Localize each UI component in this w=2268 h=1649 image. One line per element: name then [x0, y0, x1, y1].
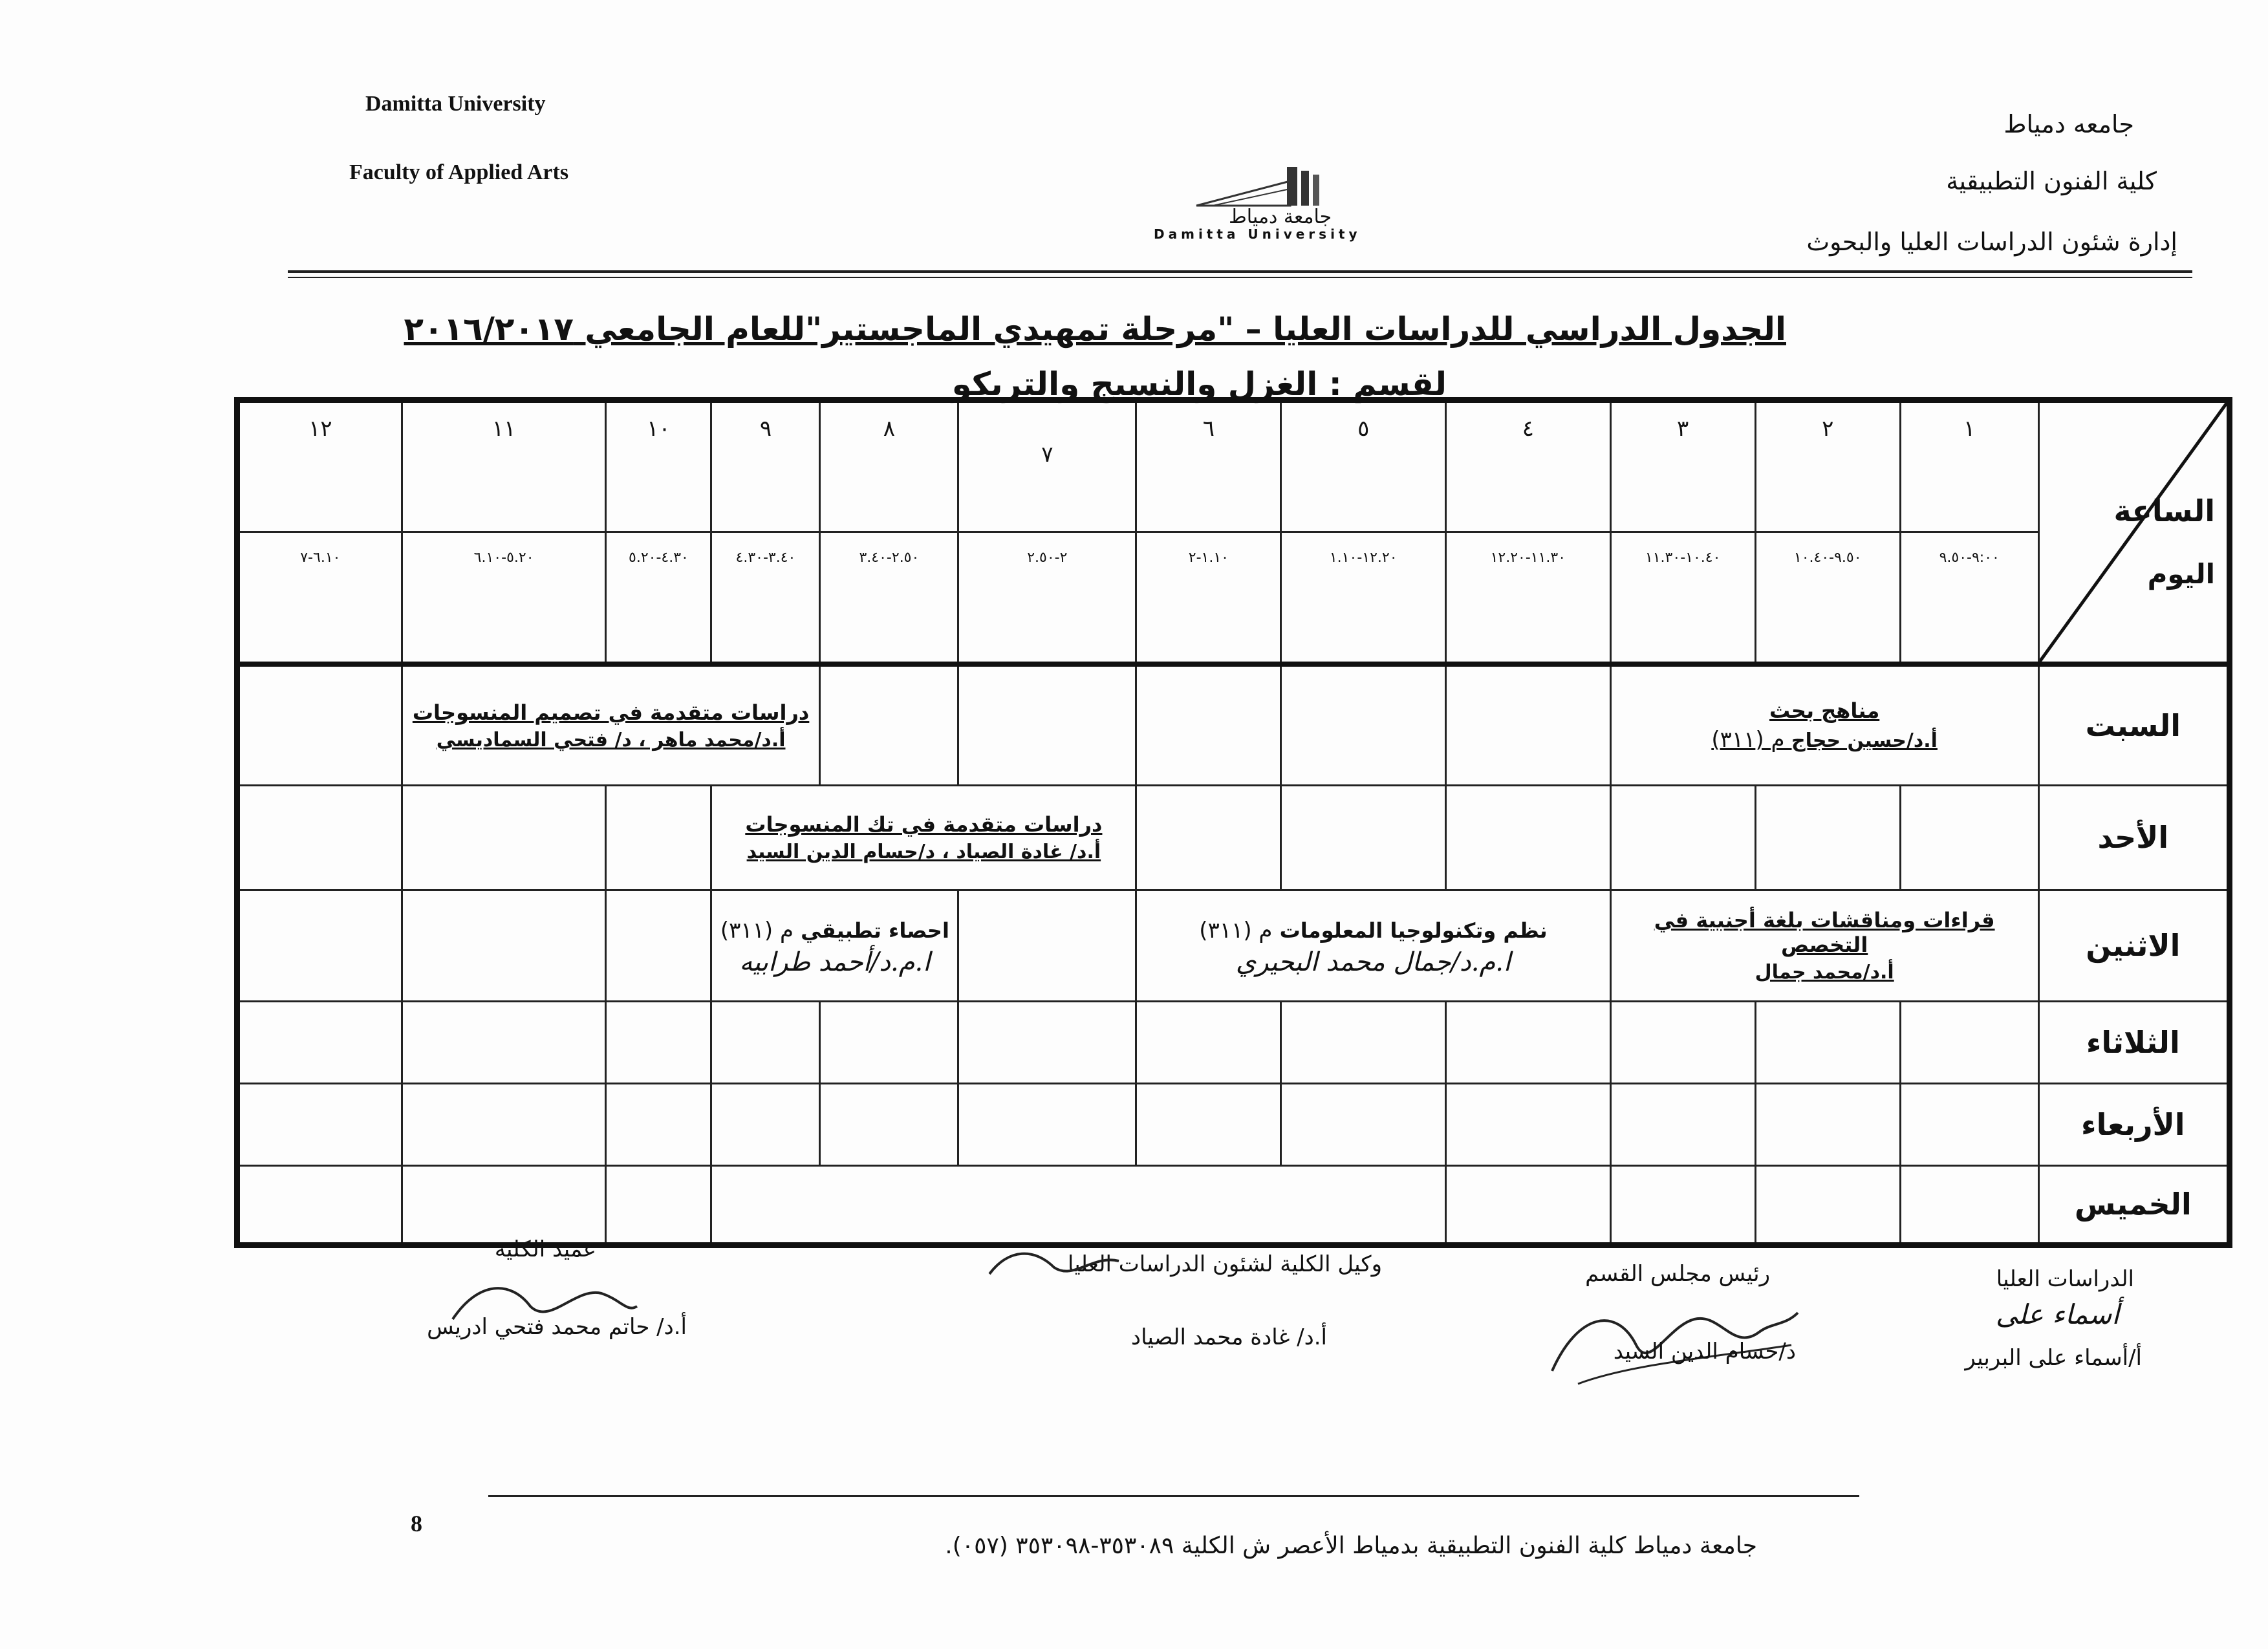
- period-time: ١٠.٤٠-١١.٣٠: [1610, 532, 1755, 664]
- empty-cell: [1900, 786, 2038, 890]
- empty-cell: [402, 786, 606, 890]
- course-cell: [711, 786, 1136, 890]
- day-row-saturday: [237, 664, 2230, 786]
- signature-graduate-studies: أسماء على: [1995, 1299, 2119, 1330]
- empty-cell: [711, 1083, 820, 1165]
- empty-cell: [402, 1165, 606, 1245]
- period-number: ١١: [402, 400, 606, 532]
- course-cell: [1610, 664, 2038, 786]
- course-title: قراءات ومناقشات بلغة أجنبية في التخصص: [1654, 907, 1995, 957]
- empty-cell: [1446, 1083, 1611, 1165]
- course-room: م (٣١١): [1711, 727, 1785, 753]
- empty-cell: [1136, 664, 1281, 786]
- course-title-line: [1137, 918, 1609, 943]
- empty-cell: [1136, 786, 1281, 890]
- schedule-title: الجدول الدراسي للدراسات العليا – "مرحلة تمهيدي الماجستير"للعام الجامعي ٢٠١٦/٢٠١٧: [404, 310, 1786, 348]
- period-number: ١٢: [237, 400, 402, 532]
- empty-cell: [606, 1165, 711, 1245]
- en-faculty-name: Faculty of Applied Arts: [349, 160, 569, 184]
- footer-divider: [488, 1495, 1859, 1497]
- course-room: م (٣١١): [720, 918, 794, 944]
- empty-cell: [402, 890, 606, 1001]
- empty-cell: [1281, 1083, 1446, 1165]
- schedule-table: [234, 397, 2232, 1248]
- course-professor: أ.د/محمد جمال: [1755, 960, 1894, 984]
- signature-scribble-vice-dean: [983, 1242, 1125, 1287]
- period-time: ٥.٢٠-٦.١٠: [402, 532, 606, 664]
- period-number: ١٠: [606, 400, 711, 532]
- signature-label-dean: عميد الكلية: [494, 1236, 596, 1262]
- day-label: السبت: [2038, 664, 2229, 786]
- course-cell: [711, 890, 958, 1001]
- period-number: ٢: [1755, 400, 1900, 532]
- ar-department-name: إدارة شئون الدراسات العليا والبحوث: [1806, 228, 2177, 256]
- period-time: ٤.٣٠-٥.٢٠: [606, 532, 711, 664]
- empty-cell: [1755, 1083, 1900, 1165]
- course-professor-name: أ.د/حسين حجاج: [1791, 729, 1938, 753]
- period-time: ٢.٥٠-٣.٤٠: [820, 532, 958, 664]
- empty-cell: [1900, 1083, 2038, 1165]
- course-professor: ا.م.د/جمال محمد البحيري: [1235, 947, 1511, 978]
- empty-cell: [1446, 1165, 1611, 1245]
- period-time-row: [237, 532, 2230, 664]
- corner-day-label: اليوم: [2147, 558, 2215, 590]
- empty-cell: [1446, 664, 1611, 786]
- period-number: ١: [1900, 400, 2038, 532]
- period-number: ٩: [711, 400, 820, 532]
- empty-cell: [1446, 1001, 1611, 1083]
- university-logo: [1151, 162, 1455, 242]
- period-number: ٤: [1446, 400, 1611, 532]
- course-title-line: [712, 918, 957, 943]
- course-title: دراسات متقدمة في تصميم المنسوجات: [412, 700, 810, 725]
- course-professor: ا.م.د/أحمد طرابيه: [739, 947, 931, 978]
- course-professor: أ.د/محمد ماهر ، د/ فتحي السماديسي: [436, 728, 786, 751]
- empty-cell: [402, 1001, 606, 1083]
- signature-label-graduate-studies: الدراسات العليا: [1996, 1266, 2134, 1292]
- course-room: م (٣١١): [1199, 918, 1273, 944]
- footer-address: جامعة دمياط كلية الفنون التطبيقية بدمياط الأعصر ش الكلية ٣٥٣٠٨٩-٣٥٣٠٩٨ (٠٥٧).: [945, 1533, 1757, 1559]
- empty-cell: [1610, 786, 1755, 890]
- period-time: ١١.٣٠-١٢.٢٠: [1446, 532, 1611, 664]
- header-divider-thin: [288, 277, 2192, 278]
- signature-name-department-head: د/حسام الدين السيد: [1613, 1339, 1796, 1364]
- period-number-row: [237, 400, 2230, 532]
- header-divider: [288, 270, 2192, 273]
- empty-cell: [711, 1001, 820, 1083]
- day-row-thursday: [237, 1165, 2230, 1245]
- page-number: 8: [411, 1511, 422, 1536]
- empty-cell: [1281, 1001, 1446, 1083]
- empty-cell: [958, 1001, 1136, 1083]
- empty-cell: [820, 1001, 958, 1083]
- course-title: مناهج بحث: [1769, 698, 1880, 724]
- logo-arabic-text: جامعة دمياط: [1229, 206, 1332, 228]
- ar-university-name: جامعه دمياط: [2003, 110, 2134, 138]
- empty-cell: [711, 1165, 1446, 1245]
- corner-cell: [2038, 400, 2229, 665]
- period-time: ١.١٠-٢: [1136, 532, 1281, 664]
- empty-cell: [820, 664, 958, 786]
- signature-label-department-head: رئيس مجلس القسم: [1585, 1261, 1770, 1287]
- empty-cell: [237, 890, 402, 1001]
- empty-cell: [1446, 786, 1611, 890]
- ar-faculty-name: كلية الفنون التطبيقية: [1946, 167, 2157, 195]
- day-label: الخميس: [2038, 1165, 2229, 1245]
- logo-english-text: Damitta University: [1154, 226, 1361, 242]
- period-number: ٦: [1136, 400, 1281, 532]
- signature-name-graduate-studies: أ/أسماء على البربير: [1965, 1345, 2142, 1371]
- en-university-name: Damitta University: [365, 92, 546, 116]
- period-time: ٩:٠٠-٩.٥٠: [1900, 532, 2038, 664]
- day-row-monday: [237, 890, 2230, 1001]
- period-time: ٣.٤٠-٤.٣٠: [711, 532, 820, 664]
- period-number: ٨: [820, 400, 958, 532]
- signature-name-dean: أ.د/ حاتم محمد فتحي ادريس: [427, 1314, 687, 1340]
- empty-cell: [606, 786, 711, 890]
- course-professor: أ.د/ غادة الصياد ، د/حسام الدين السيد: [746, 840, 1101, 863]
- day-label: الثلاثاء: [2038, 1001, 2229, 1083]
- empty-cell: [1610, 1083, 1755, 1165]
- empty-cell: [1610, 1165, 1755, 1245]
- course-title: دراسات متقدمة في تك المنسوجات: [745, 812, 1103, 837]
- day-label: الاثنين: [2038, 890, 2229, 1001]
- period-time: ١٢.٢٠-١.١٠: [1281, 532, 1446, 664]
- course-cell: [1610, 890, 2038, 1001]
- empty-cell: [1755, 786, 1900, 890]
- empty-cell: [606, 1083, 711, 1165]
- empty-cell: [237, 664, 402, 786]
- empty-cell: [1755, 1165, 1900, 1245]
- corner-diagonal: [2040, 403, 2227, 662]
- empty-cell: [237, 1165, 402, 1245]
- empty-cell: [1281, 786, 1446, 890]
- empty-cell: [820, 1083, 958, 1165]
- empty-cell: [237, 786, 402, 890]
- period-time: ٩.٥٠-١٠.٤٠: [1755, 532, 1900, 664]
- empty-cell: [1900, 1165, 2038, 1245]
- empty-cell: [606, 890, 711, 1001]
- day-row-wednesday: [237, 1083, 2230, 1165]
- period-time: ٢-٢.٥٠: [958, 532, 1136, 664]
- course-cell: [1136, 890, 1610, 1001]
- period-number: ٧: [958, 400, 1136, 532]
- empty-cell: [402, 1083, 606, 1165]
- day-label: الأربعاء: [2038, 1083, 2229, 1165]
- course-cell: [402, 664, 820, 786]
- signature-name-vice-dean: أ.د/ غادة محمد الصياد: [1130, 1324, 1327, 1350]
- course-title: احصاء تطبيقي: [801, 918, 949, 943]
- empty-cell: [958, 1083, 1136, 1165]
- empty-cell: [1610, 1001, 1755, 1083]
- empty-cell: [958, 890, 1136, 1001]
- course-title: نظم وتكنولوجيا المعلومات: [1279, 918, 1548, 943]
- day-label: الأحد: [2038, 786, 2229, 890]
- empty-cell: [606, 1001, 711, 1083]
- empty-cell: [1136, 1083, 1281, 1165]
- signature-label-vice-dean: وكيل الكلية لشئون الدراسات العليا: [1067, 1251, 1382, 1277]
- department-title: لقسم : الغزل والنسيج والتريكو: [951, 365, 1447, 403]
- period-number: ٣: [1610, 400, 1755, 532]
- empty-cell: [1281, 664, 1446, 786]
- empty-cell: [237, 1001, 402, 1083]
- corner-hour-label: الساعة: [2113, 493, 2215, 528]
- day-row-sunday: [237, 786, 2230, 890]
- day-row-tuesday: [237, 1001, 2230, 1083]
- empty-cell: [1900, 1001, 2038, 1083]
- empty-cell: [958, 664, 1136, 786]
- empty-cell: [237, 1083, 402, 1165]
- empty-cell: [1136, 1001, 1281, 1083]
- empty-cell: [1755, 1001, 1900, 1083]
- period-number: ٥: [1281, 400, 1446, 532]
- course-professor: [1612, 727, 2038, 753]
- period-time: ٦.١٠-٧: [237, 532, 402, 664]
